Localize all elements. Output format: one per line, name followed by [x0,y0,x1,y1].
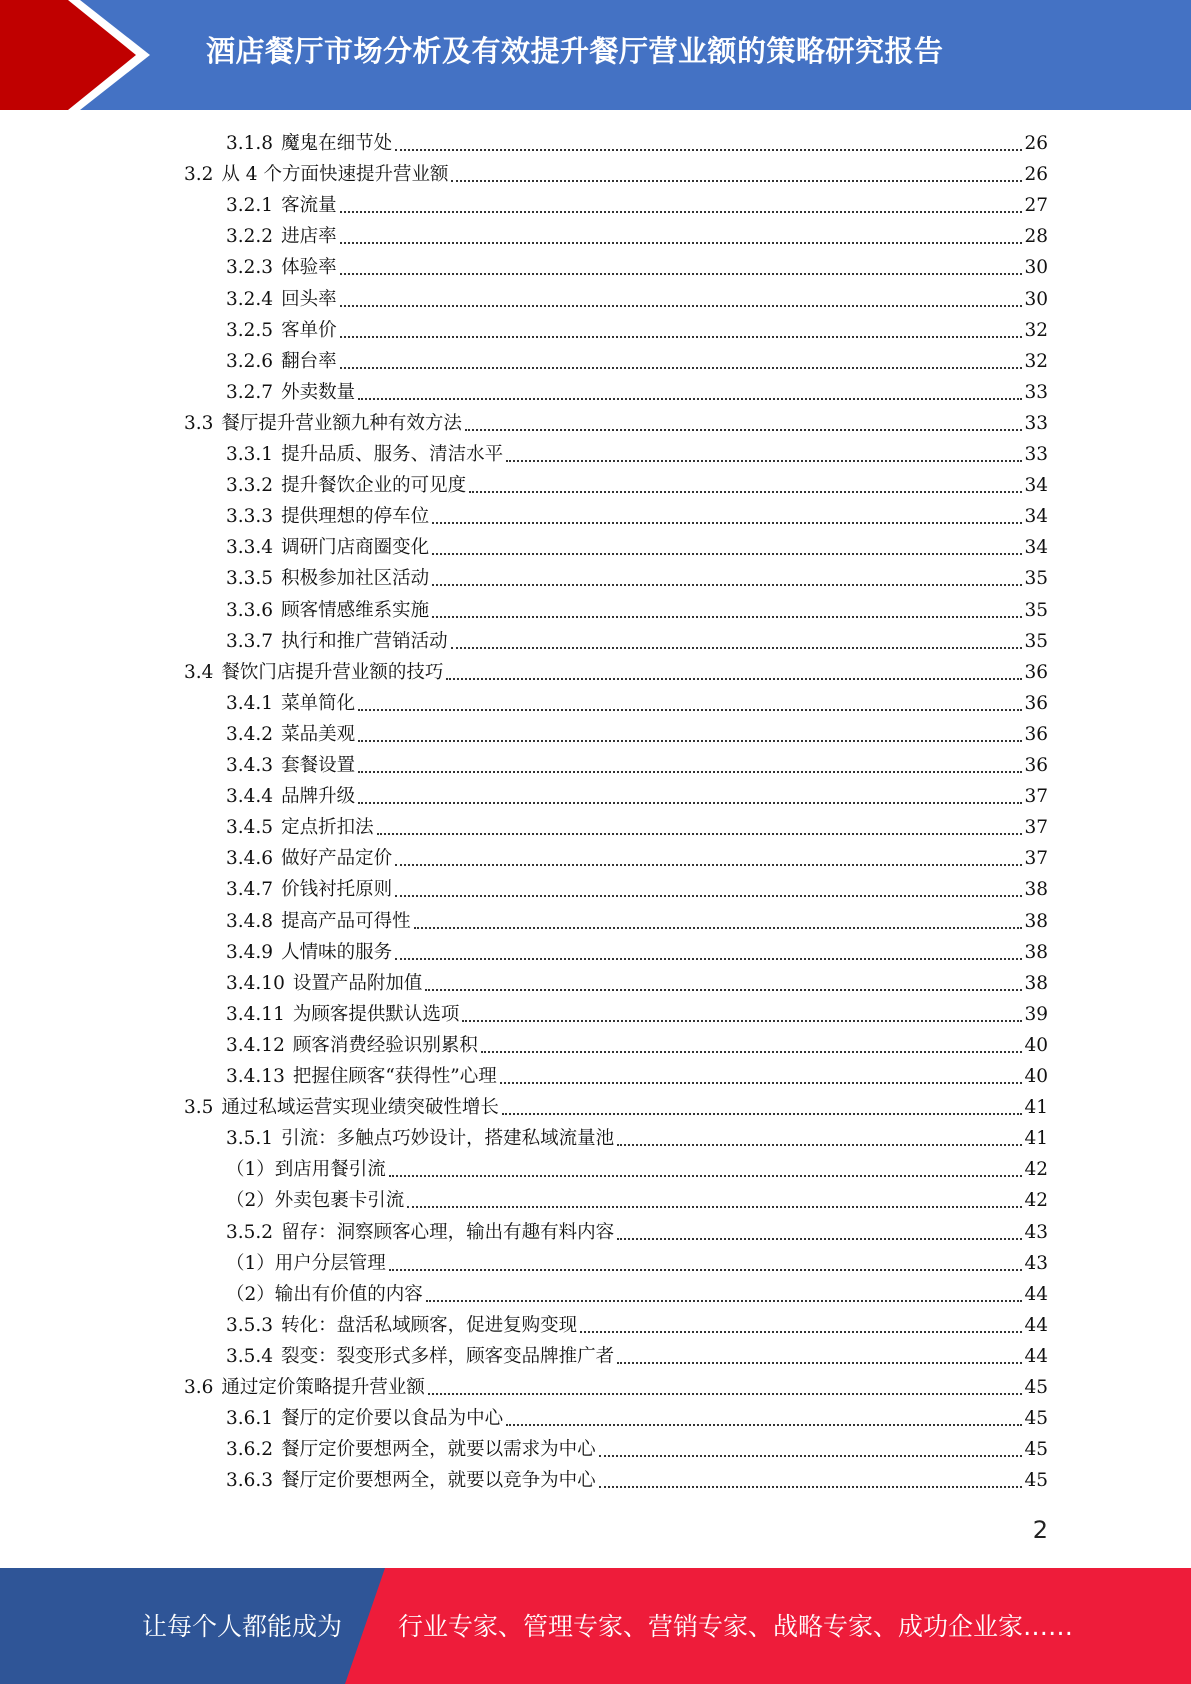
toc-entry-number: 3.4.4 [226,786,274,808]
toc-dot-leader [389,1175,1023,1177]
toc-entry-title: 提高产品可得性 [281,910,411,932]
toc-dot-leader [340,305,1023,307]
toc-dot-leader [432,522,1022,524]
toc-entry-number: 3.4.6 [226,848,274,870]
toc-entry-title: 从 4 个方面快速提升营业额 [221,164,449,186]
toc-entry-page: 43 [1024,1252,1048,1274]
toc-entry-page: 41 [1024,1128,1048,1150]
toc-entry[interactable] [184,159,1048,190]
toc-entry-number: 3.4.9 [226,941,274,963]
toc-entry-number: 3.6.1 [226,1408,274,1430]
toc-entry-title: （1）到店用餐引流 [226,1159,386,1181]
toc-entry[interactable] [226,315,1048,346]
toc-entry-number: 3.3.2 [226,475,274,497]
toc-entry[interactable] [226,781,1048,812]
toc-entry-title: 把握住顾客“获得性”心理 [292,1066,497,1087]
toc-entry-number: 3.3.5 [226,568,274,590]
toc-entry-page: 27 [1024,195,1048,217]
toc-entry-title: （2）输出有价值的内容 [226,1283,423,1305]
toc-entry-page: 26 [1024,133,1048,154]
toc-entry-page: 34 [1024,475,1048,497]
toc-entry-title: 客单价 [281,319,337,341]
toc-entry-number: 3.5.3 [226,1314,274,1336]
toc-entry[interactable] [226,1154,1048,1185]
toc-dot-leader [451,180,1022,182]
toc-entry-title: 顾客情感维系实施 [281,599,430,621]
toc-entry[interactable] [226,843,1048,874]
toc-entry[interactable] [226,968,1048,999]
toc-entry[interactable] [226,1279,1048,1310]
toc-entry-page: 45 [1024,1470,1048,1492]
toc-entry-number: 3.4.2 [226,723,274,745]
toc-entry[interactable] [184,1092,1048,1123]
toc-entry-title: 进店率 [281,226,337,248]
toc-entry[interactable] [226,470,1048,501]
toc-entry[interactable] [226,999,1048,1030]
toc-entry-title: 魔鬼在细节处 [281,133,393,154]
toc-entry[interactable] [184,657,1048,688]
toc-entry[interactable] [226,190,1048,221]
toc-entry-page: 33 [1024,412,1048,434]
toc-entry-page: 40 [1024,1034,1048,1056]
toc-entry-number: 3.4.12 [226,1034,285,1056]
toc-entry-page: 34 [1024,506,1048,528]
toc-entry-number: 3.2.1 [226,195,274,217]
toc-entry-title: 人情味的服务 [281,941,393,963]
toc-entry[interactable] [226,906,1048,937]
toc-dot-leader [395,149,1022,151]
page-header [0,0,1191,110]
toc-entry-title: 翻台率 [281,350,337,372]
toc-entry[interactable] [226,626,1048,657]
toc-entry-number: 3.5 [184,1097,214,1119]
toc-entry-number: 3.2 [184,164,214,186]
toc-entry-number: 3.6.3 [226,1470,274,1492]
toc-entry-page: 35 [1024,599,1048,621]
toc-entry-page: 42 [1024,1159,1048,1181]
toc-dot-leader [358,740,1022,742]
toc-entry-page: 44 [1024,1345,1048,1367]
toc-entry-page: 32 [1024,319,1048,341]
toc-entry[interactable] [226,1030,1048,1061]
toc-dot-leader [425,989,1022,991]
toc-entry-title: 菜品美观 [281,723,356,745]
toc-dot-leader [617,1144,1022,1146]
toc-entry-number: 3.3.4 [226,537,274,559]
toc-entry[interactable] [226,1123,1048,1154]
toc-entry[interactable] [226,719,1048,750]
header-red-arrow-shape [0,0,150,110]
toc-entry[interactable] [226,750,1048,781]
toc-dot-leader [506,1424,1022,1426]
toc-dot-leader [358,771,1022,773]
toc-entry-number: 3.5.2 [226,1221,274,1243]
toc-entry-title: 积极参加社区活动 [281,568,430,590]
toc-entry-number: 3.6.2 [226,1439,274,1461]
toc-entry[interactable] [226,563,1048,594]
toc-entry[interactable] [226,812,1048,843]
toc-entry-page: 40 [1024,1066,1048,1087]
toc-entry-title: 通过定价策略提升营业额 [221,1377,425,1398]
toc-dot-leader [389,1269,1023,1271]
toc-entry-page: 36 [1024,661,1048,683]
toc-entry-number: 3.5.4 [226,1345,274,1367]
toc-entry-page: 38 [1024,941,1048,963]
toc-entry-number: 3.4.10 [226,972,285,994]
toc-entry[interactable] [226,1217,1048,1248]
toc-entry-title: 引流：多触点巧妙设计，搭建私域流量池 [281,1128,615,1150]
toc-entry[interactable] [226,1403,1048,1434]
toc-dot-leader [340,273,1023,275]
toc-entry[interactable] [226,1061,1048,1092]
toc-dot-leader [580,1331,1022,1333]
toc-entry-title: 提升品质、服务、清洁水平 [281,444,504,465]
toc-entry-title: 留存：洞察顾客心理，输出有趣有料内容 [281,1221,615,1243]
toc-entry-number: 3.2.3 [226,257,274,279]
toc-entry[interactable] [184,408,1048,439]
toc-dot-leader [358,802,1022,804]
toc-entry-title: 裂变：裂变形式多样，顾客变品牌推广者 [281,1345,615,1367]
toc-dot-leader [428,1393,1023,1395]
toc-entry[interactable] [226,595,1048,626]
toc-entry-number: 3.4.13 [226,1066,285,1087]
toc-entry-title: 体验率 [281,257,337,279]
toc-dot-leader [358,709,1022,711]
toc-entry-title: 定点折扣法 [281,817,374,839]
toc-dot-leader [377,833,1023,835]
toc-dot-leader [617,1362,1022,1364]
toc-entry-title: 客流量 [281,195,337,217]
toc-entry-title: 回头率 [281,288,337,310]
toc-entry-page: 38 [1024,972,1048,994]
page-number: 2 [1032,1516,1048,1544]
toc-entry-number: 3.6 [184,1377,214,1398]
toc-entry-title: 转化：盘活私域顾客，促进复购变现 [281,1314,578,1336]
toc-entry[interactable] [226,221,1048,252]
toc-entry[interactable] [226,252,1048,283]
toc-entry-number: 3.4 [184,661,214,683]
toc-entry-number: 3.4.3 [226,755,274,776]
toc-entry-page: 26 [1024,164,1048,186]
toc-entry-title: 餐厅定价要想两全，就要以需求为中心 [281,1439,596,1461]
toc-entry[interactable] [226,532,1048,563]
toc-dot-leader [500,1082,1023,1084]
toc-entry[interactable] [226,937,1048,968]
toc-entry-page: 35 [1024,568,1048,590]
toc-entry-page: 34 [1024,537,1048,559]
toc-entry-page: 30 [1024,288,1048,310]
toc-entry-page: 45 [1024,1439,1048,1461]
toc-dot-leader [432,584,1022,586]
toc-dot-leader [506,460,1022,462]
toc-dot-leader [414,927,1023,929]
toc-entry[interactable] [226,501,1048,532]
toc-entry[interactable] [226,284,1048,315]
toc-entry-title: 提供理想的停车位 [281,506,430,528]
toc-entry[interactable] [226,346,1048,377]
toc-entry-number: 3.2.2 [226,226,274,248]
toc-entry-title: 品牌升级 [281,786,356,808]
toc-dot-leader [599,1455,1023,1457]
toc-entry-title: 做好产品定价 [281,848,393,870]
toc-entry-page: 30 [1024,257,1048,279]
toc-entry-title: 执行和推广营销活动 [281,630,448,652]
toc-entry-page: 45 [1024,1408,1048,1430]
toc-entry-page: 35 [1024,630,1048,652]
toc-dot-leader [599,1486,1023,1488]
toc-entry-number: 3.3.7 [226,630,274,652]
toc-entry-title: 价钱衬托原则 [281,879,393,901]
toc-entry-page: 36 [1024,723,1048,745]
toc-dot-leader [340,336,1023,338]
toc-dot-leader [340,242,1023,244]
toc-entry-page: 32 [1024,350,1048,372]
toc-dot-leader [432,616,1022,618]
toc-entry-page: 39 [1024,1003,1048,1025]
toc-entry-title: （2）外卖包裹卡引流 [226,1190,405,1212]
toc-entry[interactable] [184,1372,1048,1403]
toc-entry-number: 3.3.1 [226,444,274,465]
toc-dot-leader [407,1206,1022,1208]
toc-entry-number: 3.1.8 [226,133,274,154]
footer-slogan-right: 行业专家、管理专家、营销专家、战略专家、成功企业家…… [398,1612,1074,1641]
toc-entry-title: 餐厅提升营业额九种有效方法 [221,412,462,434]
toc-dot-leader [469,491,1022,493]
report-title: 酒店餐厅市场分析及有效提升餐厅营业额的策略研究报告 [206,34,944,68]
toc-entry-title: 外卖数量 [281,381,356,403]
toc-entry-number: 3.2.7 [226,381,274,403]
page-footer [0,1568,1191,1684]
toc-entry-title: 为顾客提供默认选项 [292,1003,460,1025]
toc-entry-title: （1）用户分层管理 [226,1252,386,1274]
toc-entry-page: 43 [1024,1221,1048,1243]
toc-entry-number: 3.2.6 [226,350,274,372]
toc-dot-leader [502,1113,1023,1115]
toc-dot-leader [617,1238,1022,1240]
toc-entry-number: 3.4.7 [226,879,274,901]
toc-dot-leader [462,1020,1022,1022]
toc-entry-page: 37 [1024,817,1048,839]
toc-entry-title: 餐厅定价要想两全，就要以竞争为中心 [281,1470,596,1492]
toc-entry-title: 餐饮门店提升营业额的技巧 [221,661,444,683]
toc-entry-title: 餐厅的定价要以食品为中心 [281,1408,504,1430]
footer-slogan-left: 让每个人都能成为 [142,1612,343,1641]
toc-entry-page: 38 [1024,879,1048,901]
toc-dot-leader [395,895,1022,897]
toc-entry[interactable] [226,377,1048,408]
toc-entry-number: 3.3 [184,412,214,434]
toc-dot-leader [358,398,1022,400]
toc-entry-title: 提升餐饮企业的可见度 [281,475,467,497]
toc-entry-page: 45 [1024,1377,1048,1398]
toc-entry-page: 42 [1024,1190,1048,1212]
toc-entry-number: 3.3.3 [226,506,274,528]
toc-entry-page: 33 [1024,381,1048,403]
toc-entry-page: 41 [1024,1097,1048,1119]
toc-entry[interactable] [226,1248,1048,1279]
toc-entry-number: 3.4.11 [226,1003,285,1025]
toc-entry[interactable] [226,688,1048,719]
toc-dot-leader [426,1300,1023,1302]
toc-dot-leader [446,678,1022,680]
toc-entry-number: 3.4.8 [226,910,274,932]
toc-entry-number: 3.2.4 [226,288,274,310]
toc-entry[interactable] [226,128,1048,159]
toc-dot-leader [395,864,1022,866]
toc-dot-leader [451,647,1023,649]
toc-entry-title: 设置产品附加值 [292,972,423,994]
toc-dot-leader [395,958,1022,960]
toc-entry-title: 套餐设置 [281,755,356,776]
toc-entry-page: 37 [1024,848,1048,870]
toc-dot-leader [481,1051,1023,1053]
toc-dot-leader [432,553,1022,555]
toc-entry-page: 44 [1024,1314,1048,1336]
toc-entry-page: 36 [1024,755,1048,776]
toc-entry-title: 顾客消费经验识别累积 [292,1034,478,1056]
toc-entry[interactable] [226,1341,1048,1372]
toc-entry[interactable] [226,1185,1048,1216]
toc-entry-number: 3.4.1 [226,692,274,714]
toc-entry[interactable] [226,439,1048,470]
toc-dot-leader [340,211,1023,213]
toc-entry-number: 3.2.5 [226,319,274,341]
toc-entry-page: 36 [1024,692,1048,714]
toc-entry-page: 38 [1024,910,1048,932]
toc-entry[interactable] [226,874,1048,905]
toc-entry-page: 37 [1024,786,1048,808]
toc-dot-leader [465,429,1023,431]
toc-entry-number: 3.4.5 [226,817,274,839]
toc-entry[interactable] [226,1434,1048,1465]
toc-entry-title: 菜单简化 [281,692,356,714]
toc-dot-leader [340,367,1023,369]
toc-entry[interactable] [226,1465,1048,1496]
toc-entry-number: 3.3.6 [226,599,274,621]
toc-entry-title: 通过私域运营实现业绩突破性增长 [221,1097,499,1119]
toc-entry-title: 调研门店商圈变化 [281,537,430,559]
toc-entry-page: 33 [1024,444,1048,465]
toc-entry-page: 44 [1024,1283,1048,1305]
toc-entry-number: 3.5.1 [226,1128,274,1150]
toc-entry-page: 28 [1024,226,1048,248]
toc-entry[interactable] [226,1310,1048,1341]
